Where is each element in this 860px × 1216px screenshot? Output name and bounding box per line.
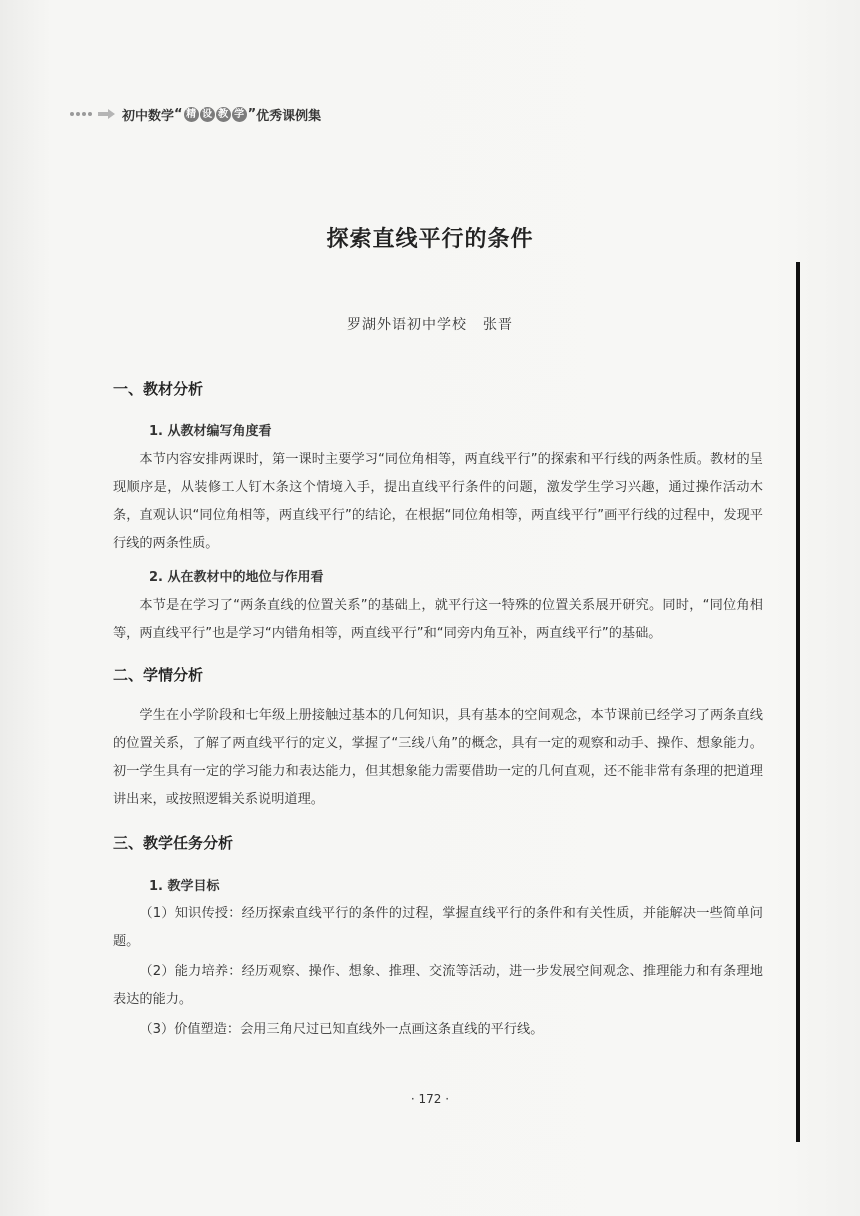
author-school: 罗湖外语初中学校 xyxy=(347,317,467,333)
subsection-heading: 2. 从在教材中的地位与作用看 xyxy=(149,570,324,585)
section-heading: 二、学情分析 xyxy=(113,666,204,684)
section-heading: 三、教学任务分析 xyxy=(113,834,234,852)
badge-char: 设 xyxy=(200,107,215,122)
author-name: 张晋 xyxy=(483,317,513,333)
open-quote: “ xyxy=(174,106,183,122)
subsection-heading: 1. 从教材编写角度看 xyxy=(149,424,272,439)
subsection-heading: 1. 教学目标 xyxy=(149,879,220,894)
page-number: · 172 · xyxy=(410,1092,450,1106)
badge-char: 精 xyxy=(184,107,199,122)
section-heading: 一、教材分析 xyxy=(113,380,204,398)
paragraph: 本节是在学习了“两条直线的位置关系”的基础上，就平行这一特殊的位置关系展开研究。同时，“同位角相等，两直线平行”也是学习“内错角相等，两直线平行”和“同旁内角互补，两直线平行”的基础。 xyxy=(113,598,763,641)
arrow-right-icon xyxy=(98,108,116,120)
paragraph: （2）能力培养：经历观察、操作、想象、推理、交流等活动，进一步发展空间观念、推理能力和有条理地表达的能力。 xyxy=(113,964,763,1007)
binding-edge xyxy=(796,262,800,1142)
paragraph: 本节内容安排两课时，第一课时主要学习“同位角相等，两直线平行”的探索和平行线的两条性质。教材的呈现顺序是，从装修工人钉木条这个情境入手，提出直线平行条件的问题，激发学生学习兴趣，通过操作活动木条，直观认识“同位角相等，两直线平行”的结论，在根据“同位角相等，两直线平行”画平行线的过程中，发现平行线的两条性质。 xyxy=(113,452,763,551)
badge-char: 教 xyxy=(216,107,231,122)
running-header xyxy=(70,104,321,124)
series-title xyxy=(122,105,321,124)
author-line xyxy=(0,314,860,334)
series-badges xyxy=(184,107,247,122)
series-prefix: 初中数学 xyxy=(122,108,175,124)
close-quote: ” xyxy=(247,106,257,122)
dots-icon xyxy=(70,112,92,116)
paragraph: 学生在小学阶段和七年级上册接触过基本的几何知识，具有基本的空间观念，本节课前已经学习了两条直线的位置关系，了解了两直线平行的定义，掌握了“三线八角”的概念，具有一定的观察和动手、操作、想象能力。初一学生具有一定的学习能力和表达能力，但其想象能力需要借助一定的几何直观，还不能非常有条理的把道理讲出来，或按照逻辑关系说明道理。 xyxy=(113,708,763,807)
paragraph: （1）知识传授：经历探索直线平行的条件的过程，掌握直线平行的条件和有关性质，并能解决一些简单问题。 xyxy=(113,906,763,949)
article-title: 探索直线平行的条件 xyxy=(326,226,534,252)
badge-char: 学 xyxy=(232,107,247,122)
paragraph: （3）价值塑造：会用三角尺过已知直线外一点画这条直线的平行线。 xyxy=(139,1022,544,1037)
series-suffix: 优秀课例集 xyxy=(256,108,322,124)
